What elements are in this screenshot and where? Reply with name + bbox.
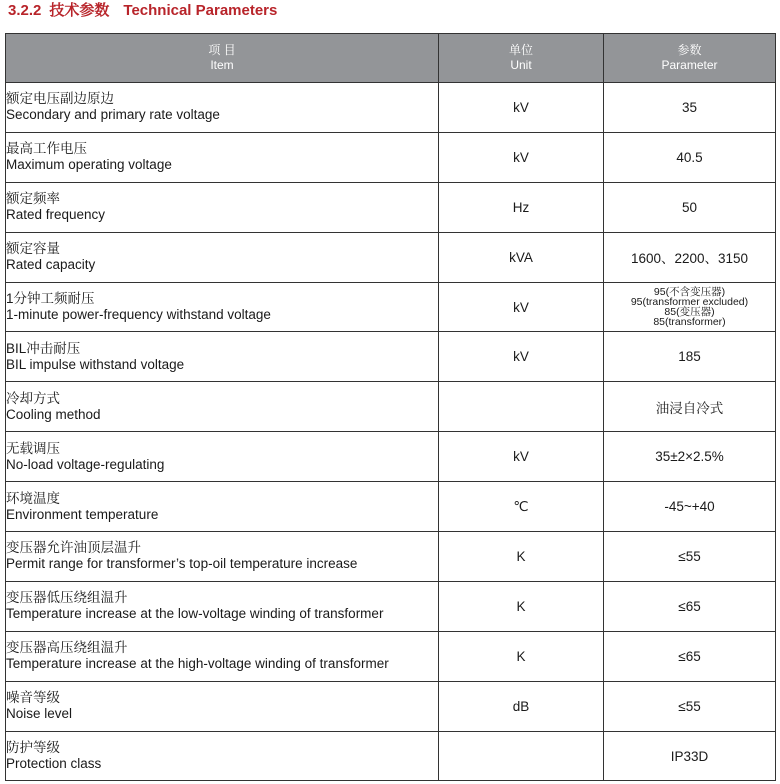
item-cell	[6, 182, 439, 232]
unit-cell: kV	[439, 282, 604, 332]
header-unit-en: Unit	[510, 58, 532, 72]
item-name-cn: 冷却方式	[6, 390, 60, 406]
item-cell	[6, 482, 439, 532]
section-heading	[8, 1, 277, 21]
table-row	[6, 83, 776, 133]
parameter-cell: 1600、2200、3150	[604, 232, 776, 282]
unit-cell: kV	[439, 332, 604, 382]
table-header-row	[6, 34, 776, 83]
parameter-cell	[604, 282, 776, 332]
parameter-cell: 40.5	[604, 132, 776, 182]
item-name-cn: 最高工作电压	[6, 141, 87, 157]
item-cell	[6, 731, 439, 781]
item-name-cn: 额定电压副边原边	[6, 91, 114, 107]
parameter-cell: ≤65	[604, 631, 776, 681]
item-name-cn: BIL冲击耐压	[6, 340, 81, 356]
item-name-cn: 1分钟工频耐压	[6, 291, 95, 306]
parameter-cell: ≤55	[604, 681, 776, 731]
item-name-cn: 无载调压	[6, 440, 60, 456]
item-cell	[6, 83, 439, 133]
unit-cell: kV	[439, 132, 604, 182]
item-name-en: Temperature increase at the low-voltage winding of transformer	[6, 606, 384, 622]
parameter-line: 85(transformer)	[653, 316, 726, 328]
header-item-en: Item	[210, 58, 234, 72]
table-body	[6, 83, 776, 781]
item-name-cn: 变压器允许油顶层温升	[6, 540, 141, 556]
parameter-line: 85(变压器)	[664, 306, 715, 318]
item-name-en: Permit range for transformer’s top-oil temperature increase	[6, 556, 358, 572]
section-title-cn: 技术参数	[49, 2, 110, 19]
item-cell	[6, 432, 439, 482]
item-name-en: Noise level	[6, 706, 73, 722]
item-cell	[6, 631, 439, 681]
unit-cell	[439, 731, 604, 781]
parameter-cell: 35±2×2.5%	[604, 432, 776, 482]
item-name-en: Protection class	[6, 756, 102, 772]
item-cell	[6, 532, 439, 582]
unit-cell: dB	[439, 681, 604, 731]
unit-cell: Hz	[439, 182, 604, 232]
unit-cell: ℃	[439, 482, 604, 532]
item-name-en: No-load voltage-regulating	[6, 456, 165, 472]
item-name-en: Environment temperature	[6, 506, 159, 522]
table-row	[6, 132, 776, 182]
header-item-cn: 项 目	[208, 43, 236, 57]
item-name-en: Temperature increase at the high-voltage winding of transformer	[6, 656, 389, 672]
item-cell	[6, 232, 439, 282]
table-row	[6, 731, 776, 781]
header-param-cn: 参数	[677, 43, 702, 57]
unit-cell	[439, 382, 604, 432]
table-row	[6, 282, 776, 332]
table-row	[6, 532, 776, 582]
item-name-cn: 防护等级	[6, 740, 60, 756]
item-name-cn: 额定容量	[6, 241, 60, 257]
parameter-cell: -45~+40	[604, 482, 776, 532]
item-name-cn: 变压器低压绕组温升	[6, 590, 128, 606]
unit-cell: kVA	[439, 232, 604, 282]
table-row	[6, 182, 776, 232]
unit-cell: kV	[439, 83, 604, 133]
item-name-en: Maximum operating voltage	[6, 157, 172, 173]
unit-cell: K	[439, 581, 604, 631]
header-param-en: Parameter	[661, 58, 718, 72]
item-name-cn: 变压器高压绕组温升	[6, 640, 128, 656]
unit-cell: K	[439, 532, 604, 582]
table-row	[6, 581, 776, 631]
parameter-cell: ≤65	[604, 581, 776, 631]
item-cell	[6, 132, 439, 182]
item-name-en: Cooling method	[6, 406, 101, 422]
item-cell	[6, 282, 439, 332]
section-title-en: Technical Parameters	[123, 2, 278, 19]
parameter-cell: IP33D	[604, 731, 776, 781]
parameter-line: 95(transformer excluded)	[630, 296, 749, 308]
parameter-cell: 50	[604, 182, 776, 232]
table-row	[6, 631, 776, 681]
unit-cell: K	[439, 631, 604, 681]
header-item	[6, 34, 439, 83]
table-row	[6, 482, 776, 532]
item-name-en: Secondary and primary rate voltage	[6, 107, 220, 123]
section-number: 3.2.2	[8, 2, 42, 19]
item-name-en: 1-minute power-frequency withstand voltage	[6, 307, 271, 322]
table-row	[6, 382, 776, 432]
item-cell	[6, 382, 439, 432]
parameter-line: 95(不含变压器)	[653, 286, 726, 298]
parameter-cell: 油浸自冷式	[604, 382, 776, 432]
item-name-en: Rated frequency	[6, 207, 106, 223]
table-row	[6, 681, 776, 731]
table-row	[6, 232, 776, 282]
item-name-cn: 额定频率	[6, 191, 60, 207]
parameter-cell: 185	[604, 332, 776, 382]
header-parameter	[604, 34, 776, 83]
header-unit-cn: 单位	[508, 43, 533, 57]
parameter-cell: ≤55	[604, 532, 776, 582]
table-row	[6, 432, 776, 482]
table-row	[6, 332, 776, 382]
header-unit	[439, 34, 604, 83]
item-name-en: Rated capacity	[6, 257, 96, 273]
technical-parameters-table	[5, 33, 776, 781]
item-cell	[6, 332, 439, 382]
item-name-en: BIL impulse withstand voltage	[6, 356, 185, 372]
item-name-cn: 噪音等级	[6, 690, 60, 706]
item-cell	[6, 581, 439, 631]
item-cell	[6, 681, 439, 731]
unit-cell: kV	[439, 432, 604, 482]
parameter-cell: 35	[604, 83, 776, 133]
item-name-cn: 环境温度	[6, 490, 60, 506]
